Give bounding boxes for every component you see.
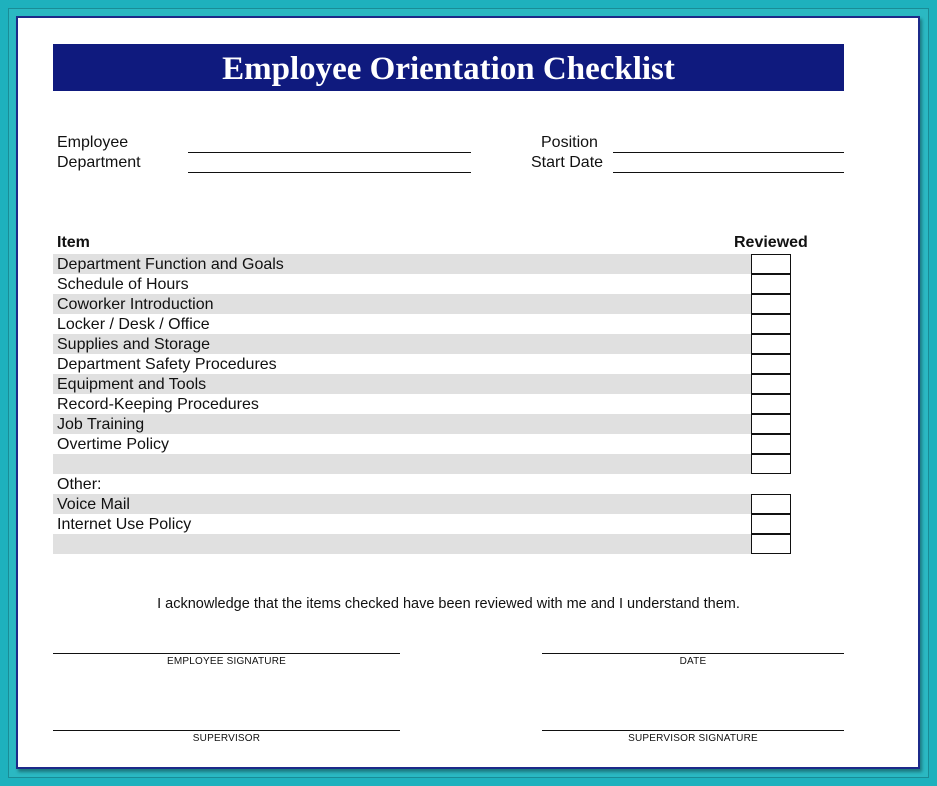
reviewed-column-header: Reviewed xyxy=(734,234,808,251)
reviewed-checkbox[interactable] xyxy=(751,274,791,294)
employee-field[interactable] xyxy=(188,152,471,153)
employee-signature-caption: EMPLOYEE SIGNATURE xyxy=(167,656,286,667)
checklist-item xyxy=(53,534,751,554)
reviewed-checkbox[interactable] xyxy=(751,414,791,434)
position-field[interactable] xyxy=(613,152,844,153)
acknowledgement-text: I acknowledge that the items checked have been reviewed with me and I understand them. xyxy=(157,596,740,612)
employee-label: Employee xyxy=(57,134,129,151)
department-field[interactable] xyxy=(188,172,471,173)
page-title: Employee Orientation Checklist xyxy=(53,44,844,91)
reviewed-checkbox[interactable] xyxy=(751,494,791,514)
checklist-item xyxy=(53,454,751,474)
checklist-item: Coworker Introduction xyxy=(53,294,751,314)
checklist-item: Voice Mail xyxy=(53,494,751,514)
start-date-field[interactable] xyxy=(613,172,844,173)
checklist-item: Job Training xyxy=(53,414,751,434)
reviewed-checkbox[interactable] xyxy=(751,294,791,314)
supervisor-signature-line[interactable] xyxy=(542,730,844,731)
checklist-item: Department Function and Goals xyxy=(53,254,751,274)
checklist-item: Overtime Policy xyxy=(57,436,170,453)
checklist-item: Department Safety Procedures xyxy=(57,356,277,373)
checklist-item: Internet Use Policy xyxy=(57,516,192,533)
date-line[interactable] xyxy=(542,653,844,654)
checklist-item: Supplies and Storage xyxy=(53,334,751,354)
employee-signature-line[interactable] xyxy=(53,653,400,654)
reviewed-checkbox[interactable] xyxy=(751,254,791,274)
reviewed-checkbox[interactable] xyxy=(751,374,791,394)
reviewed-checkbox[interactable] xyxy=(751,354,791,374)
reviewed-checkbox[interactable] xyxy=(751,514,791,534)
supervisor-signature-caption: SUPERVISOR SIGNATURE xyxy=(628,733,758,744)
reviewed-checkbox[interactable] xyxy=(751,394,791,414)
position-label: Position xyxy=(541,134,598,151)
checklist-item: Locker / Desk / Office xyxy=(57,316,210,333)
reviewed-checkbox[interactable] xyxy=(751,454,791,474)
reviewed-checkbox[interactable] xyxy=(751,334,791,354)
department-label: Department xyxy=(57,154,141,171)
supervisor-caption: SUPERVISOR xyxy=(192,733,261,744)
other-label: Other: xyxy=(57,476,102,493)
item-column-header: Item xyxy=(57,234,90,251)
checklist-item: Equipment and Tools xyxy=(53,374,751,394)
reviewed-checkbox[interactable] xyxy=(751,534,791,554)
checklist-item: Schedule of Hours xyxy=(57,276,189,293)
reviewed-checkbox[interactable] xyxy=(751,434,791,454)
checklist-item: Record-Keeping Procedures xyxy=(57,396,259,413)
reviewed-checkbox[interactable] xyxy=(751,314,791,334)
start-date-label: Start Date xyxy=(531,154,604,171)
supervisor-line[interactable] xyxy=(53,730,400,731)
date-caption: DATE xyxy=(679,656,707,667)
